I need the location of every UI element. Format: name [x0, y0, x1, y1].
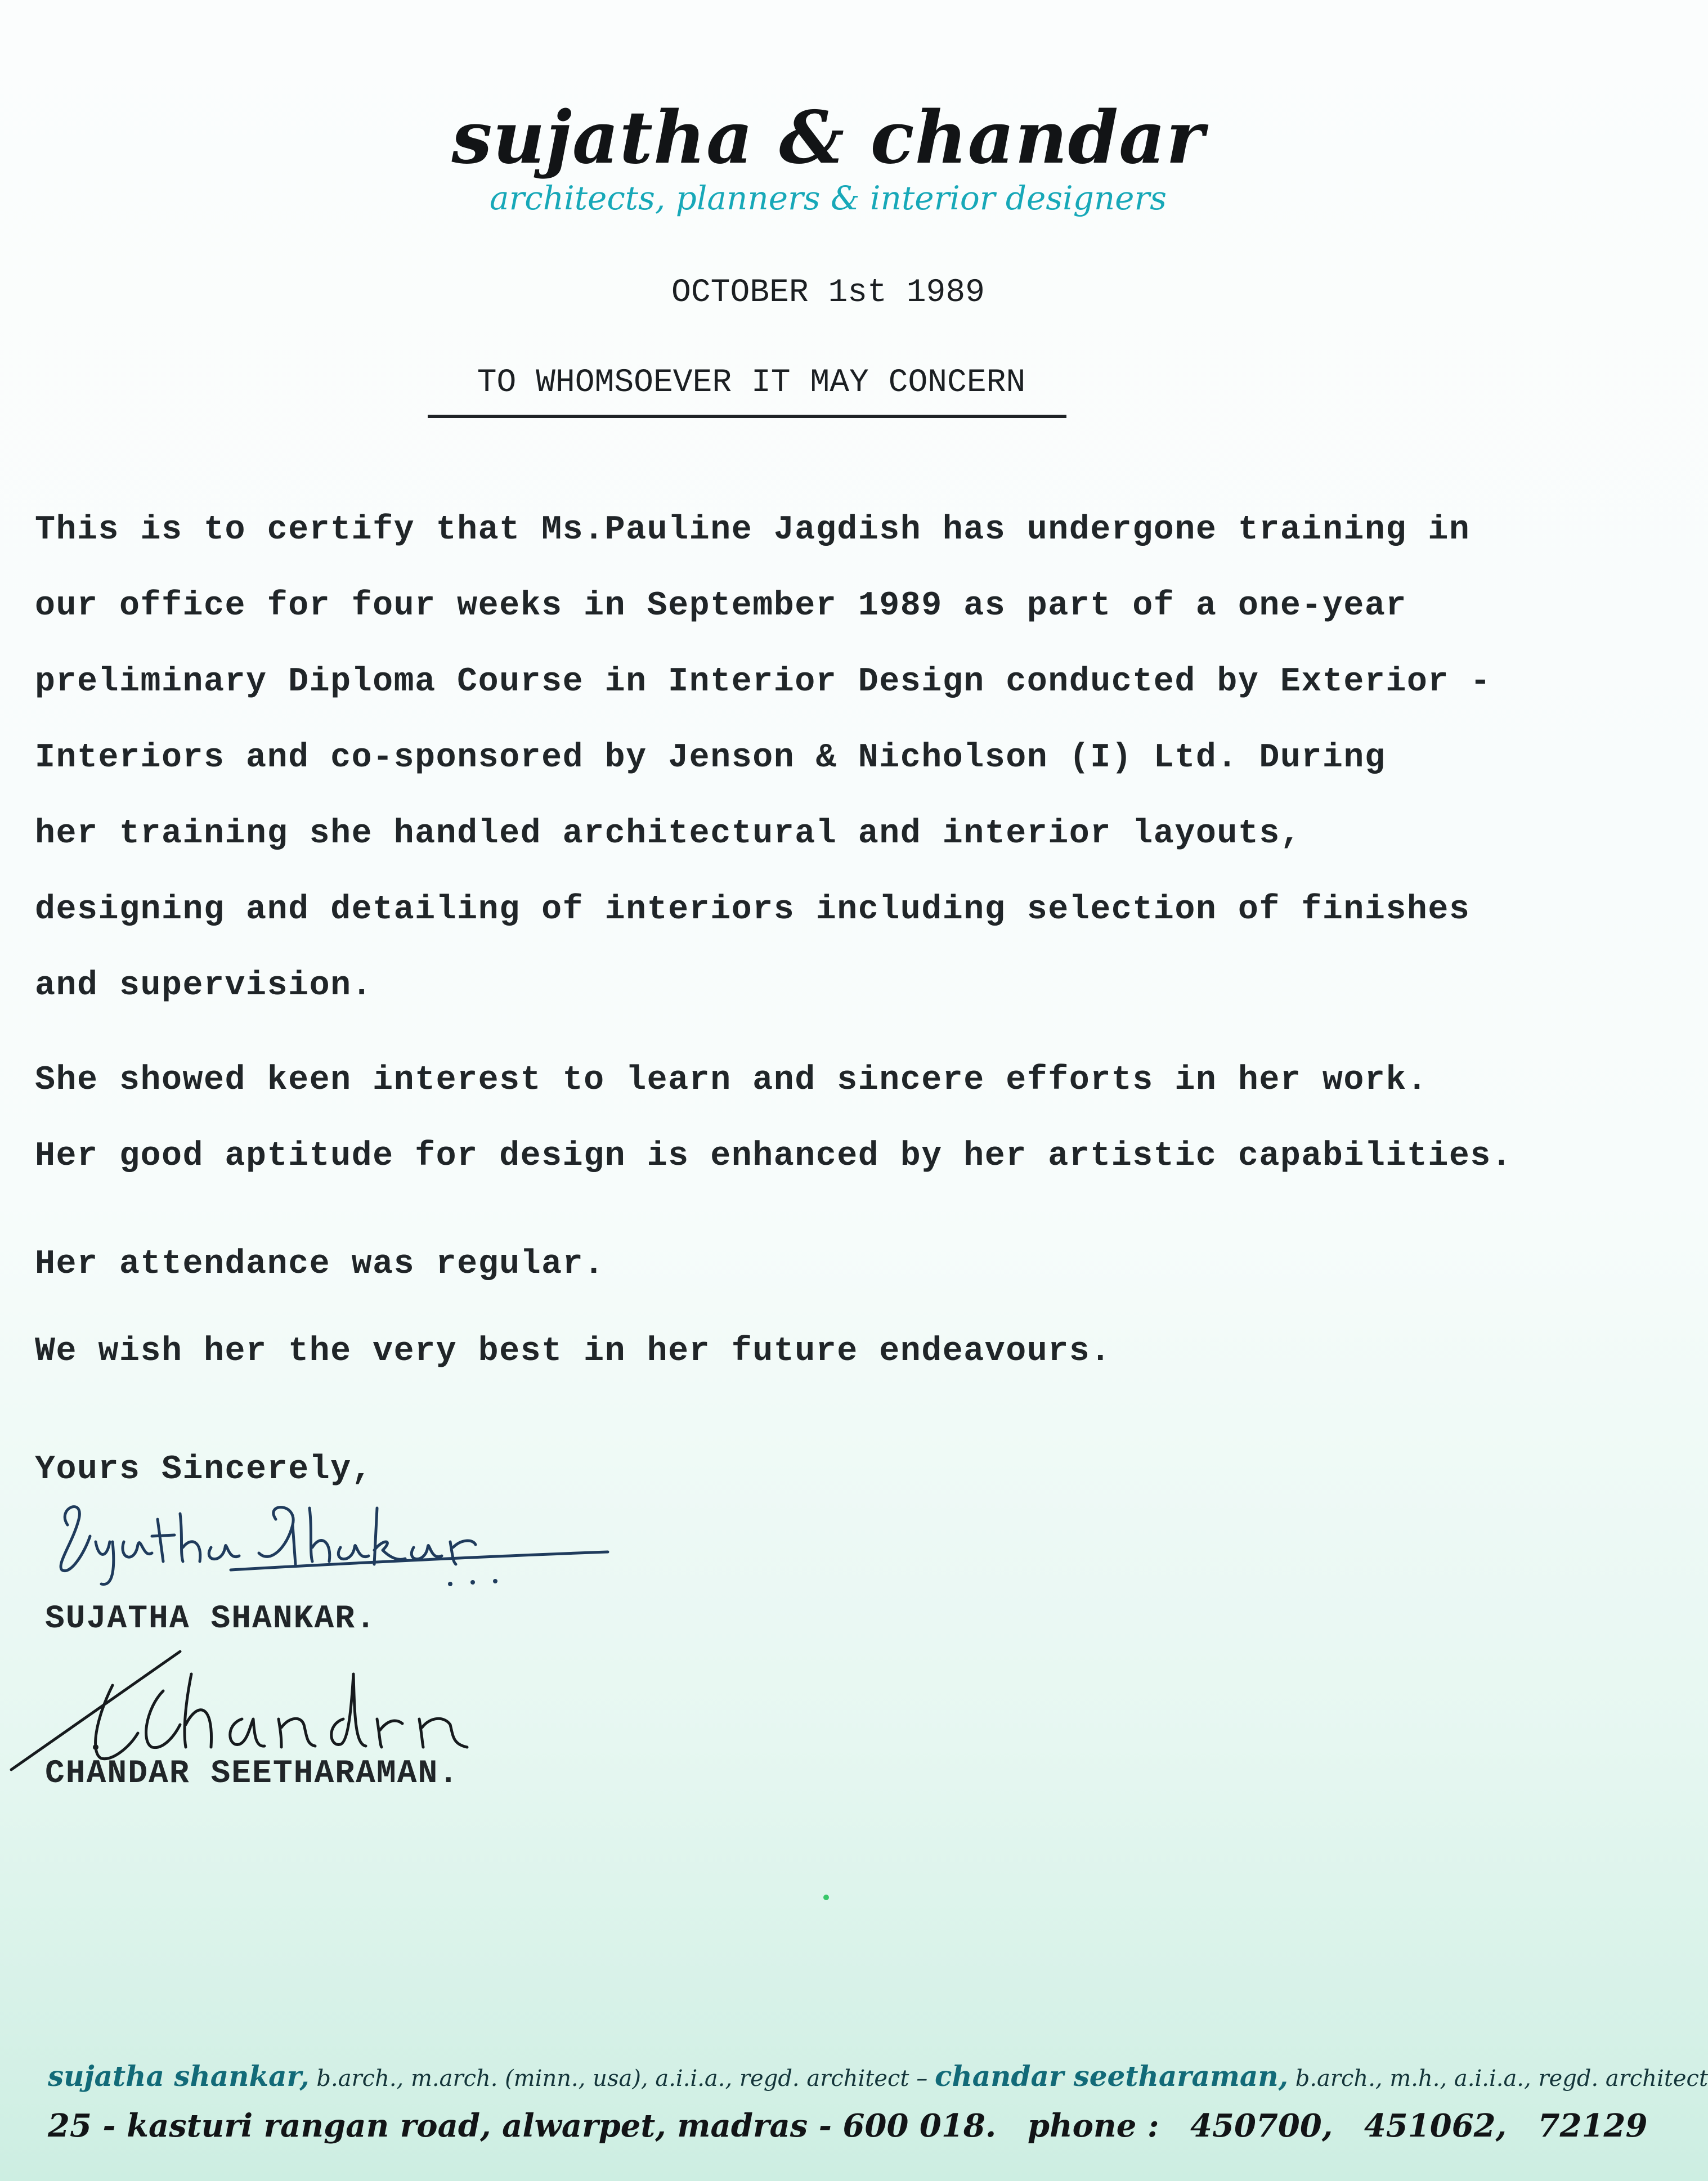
body-line: and supervision.: [35, 967, 373, 1005]
body-line: This is to certify that Ms.Pauline Jagdish has undergone training in: [35, 511, 1471, 549]
footer-phone-2: 451062,: [1364, 2107, 1507, 2144]
footer-address: [48, 2107, 1667, 2144]
footer-credentials: [48, 2059, 1708, 2093]
body-line: our office for four weeks in September 1989 as part of a one-year: [35, 587, 1407, 625]
footer-address-text: 25 - kasturi rangan road, alwarpet, madras - 600 018.: [48, 2107, 997, 2144]
signature-sujatha-shankar: [45, 1486, 608, 1598]
body-line: She showed keen interest to learn and sincere efforts in her work.: [35, 1061, 1428, 1100]
body-line: designing and detailing of interiors including selection of finishes: [35, 891, 1471, 929]
footer-phone-1: 450700,: [1190, 2107, 1333, 2144]
body-paragraph-1: [35, 492, 1628, 1024]
footer-phone-3: 72129: [1537, 2107, 1648, 2144]
closing-salutation: Yours Sincerely,: [35, 1451, 373, 1489]
signatory-name-2: CHANDAR SEETHARAMAN.: [45, 1756, 460, 1792]
footer-quals-2: b.arch., m.h., a.i.i.a., regd. architect: [1295, 2066, 1708, 2092]
body-line: Interiors and co-sponsored by Jenson & Nicholson (I) Ltd. During: [35, 739, 1386, 777]
footer-quals-1: b.arch., m.arch. (minn., usa), a.i.i.a., regd. architect –: [316, 2066, 928, 2092]
body-line: Her good aptitude for design is enhanced by her artistic capabilities.: [35, 1137, 1513, 1175]
letterhead-firm-name: sujatha & chandar: [451, 96, 1205, 180]
footer-name-2: chandar seetharaman,: [934, 2059, 1289, 2093]
letter-subject: TO WHOMSOEVER IT MAY CONCERN: [477, 365, 1026, 401]
footer-phone-label: phone :: [1027, 2107, 1159, 2144]
body-line: preliminary Diploma Course in Interior Design conducted by Exterior -: [35, 663, 1491, 701]
body-paragraph-4: We wish her the very best in her future endeavours.: [35, 1332, 1111, 1371]
ink-dot: [823, 1895, 829, 1900]
letterhead-tagline: architects, planners & interior designers: [490, 179, 1167, 217]
letter-date: OCTOBER 1st 1989: [671, 275, 985, 311]
subject-underline: [428, 415, 1066, 418]
body-paragraph-2: [35, 1043, 1628, 1195]
footer-name-1: sujatha shankar,: [48, 2059, 310, 2093]
body-paragraph-3: Her attendance was regular.: [35, 1245, 605, 1284]
body-line: her training she handled architectural and interior layouts,: [35, 815, 1302, 853]
signatory-name-1: SUJATHA SHANKAR.: [45, 1601, 376, 1637]
